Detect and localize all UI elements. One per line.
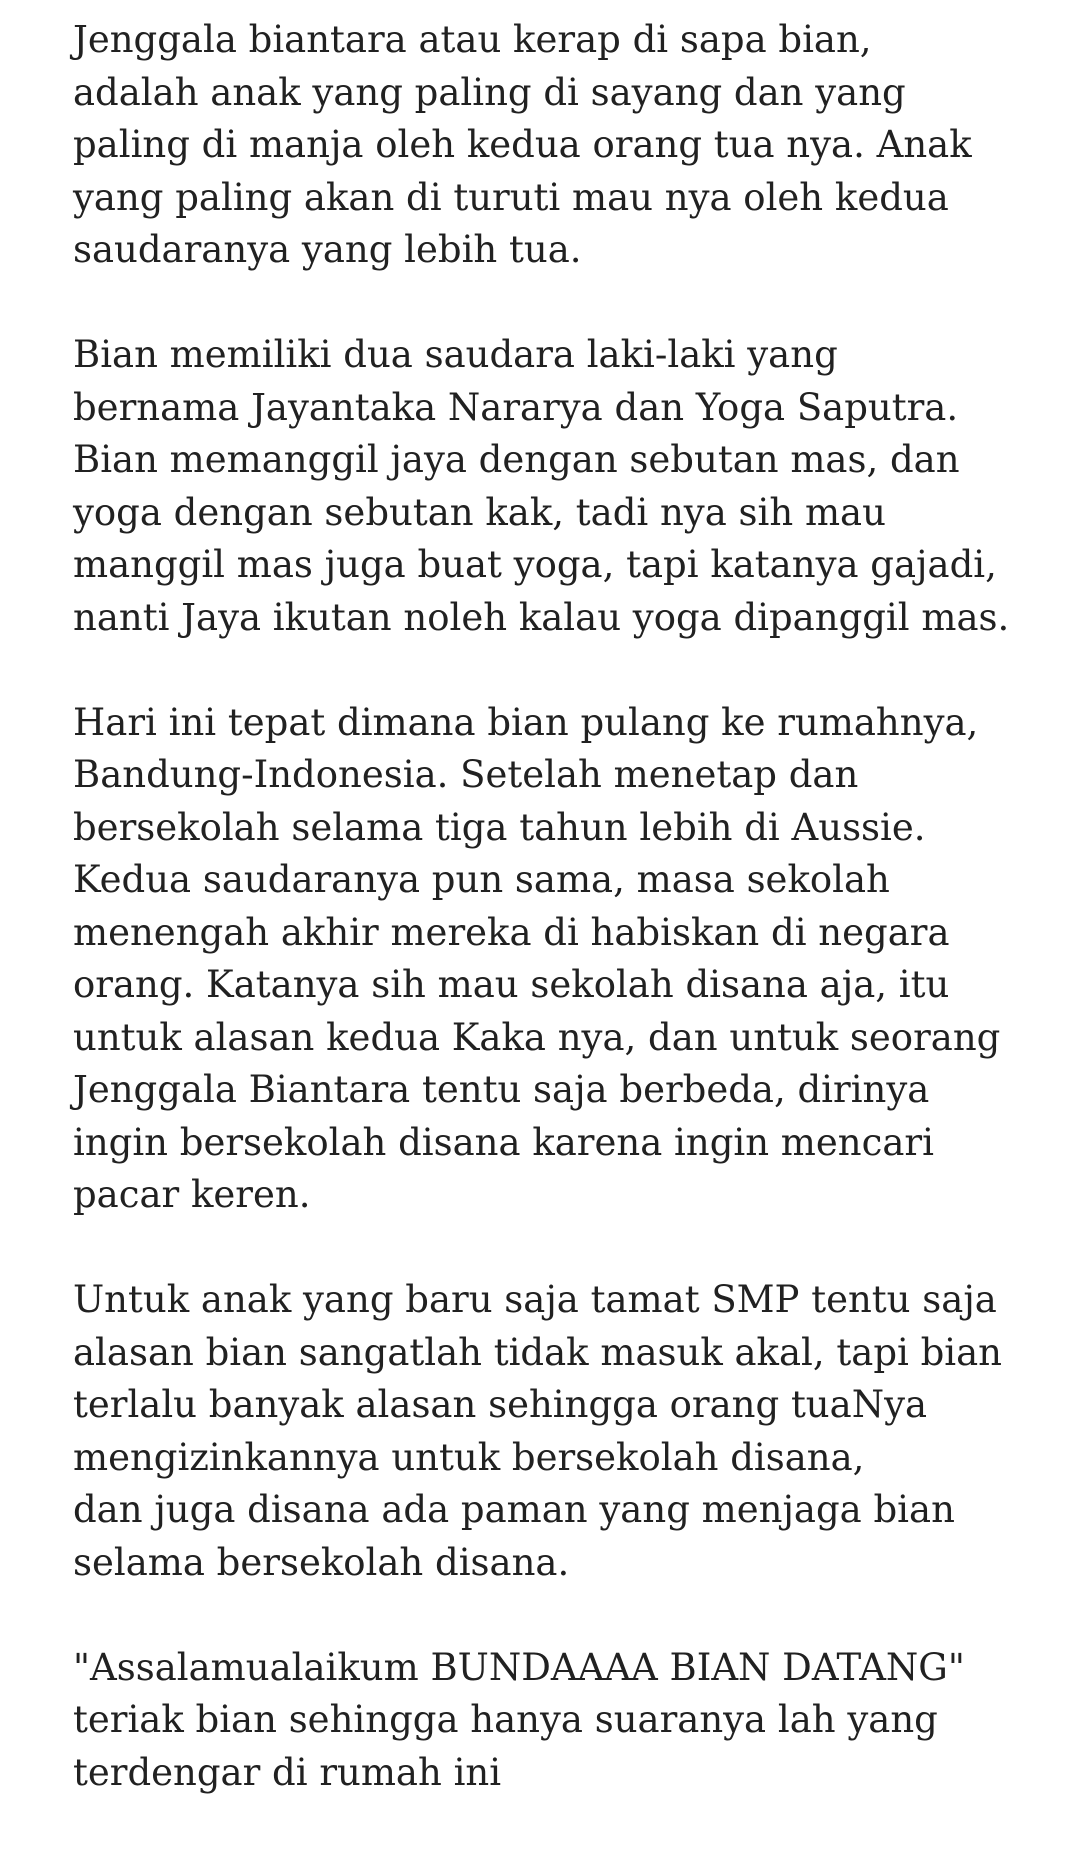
text-line: manggil mas juga buat yoga, tapi katanya gajadi,	[73, 543, 997, 586]
text-line: paling di manja oleh kedua orang tua nya. Anak	[73, 123, 972, 166]
text-line: Kedua saudaranya pun sama, masa sekolah	[73, 858, 890, 901]
paragraph-reasons	[73, 1274, 1043, 1589]
text-line: "Assalamualaikum BUNDAAAA BIAN DATANG"	[73, 1645, 965, 1689]
paragraph-intro	[73, 14, 1043, 277]
text-line: yoga dengan sebutan kak, tadi nya sih mau	[73, 490, 886, 534]
text-line: selama bersekolah disana.	[73, 1540, 570, 1584]
text-line: orang. Katanya sih mau sekolah disana aja, itu	[73, 963, 950, 1006]
text-line: adalah anak yang paling di sayang dan yang	[73, 70, 906, 114]
text-line: pacar keren.	[73, 1173, 311, 1216]
text-line: Bian memiliki dua saudara laki-laki yang	[73, 333, 838, 376]
text-line: Jenggala biantara atau kerap di sapa bian,	[73, 18, 872, 61]
paragraph-greeting	[73, 1642, 1043, 1800]
text-line: teriak bian sehingga hanya suaranya lah yang	[73, 1698, 938, 1741]
text-line: alasan bian sangatlah tidak masuk akal, tapi bian	[73, 1330, 1003, 1374]
text-line: Untuk anak yang baru saja tamat SMP tentu saja	[73, 1278, 997, 1321]
text-line: dan juga disana ada paman yang menjaga bian	[73, 1488, 955, 1531]
text-line: bersekolah selama tiga tahun lebih di Aussie.	[73, 805, 926, 849]
text-line: mengizinkannya untuk bersekolah disana,	[73, 1435, 865, 1479]
text-line: bernama Jayantaka Nararya dan Yoga Saputra.	[73, 385, 959, 429]
paragraph-homecoming	[73, 697, 1043, 1222]
paragraph-siblings	[73, 329, 1043, 644]
text-line: yang paling akan di turuti mau nya oleh kedua	[73, 175, 949, 219]
text-line: Jenggala Biantara tentu saja berbeda, dirinya	[73, 1068, 930, 1111]
text-line: Hari ini tepat dimana bian pulang ke rumahnya,	[73, 700, 979, 744]
text-line: ingin bersekolah disana karena ingin mencari	[73, 1120, 934, 1164]
text-line: Bian memanggil jaya dengan sebutan mas, dan	[73, 438, 960, 481]
text-line: Bandung-Indonesia. Setelah menetap dan	[73, 753, 859, 796]
text-line: terlalu banyak alasan sehingga orang tuaNya	[73, 1383, 928, 1426]
text-line: untuk alasan kedua Kaka nya, dan untuk seorang	[73, 1015, 1001, 1059]
text-line: menengah akhir mereka di habiskan di negara	[73, 910, 950, 954]
text-line: nanti Jaya ikutan noleh kalau yoga dipanggil mas.	[73, 595, 1010, 639]
story-body	[73, 14, 1043, 1799]
text-line: terdengar di rumah ini	[73, 1750, 502, 1794]
text-line: saudaranya yang lebih tua.	[73, 228, 582, 271]
